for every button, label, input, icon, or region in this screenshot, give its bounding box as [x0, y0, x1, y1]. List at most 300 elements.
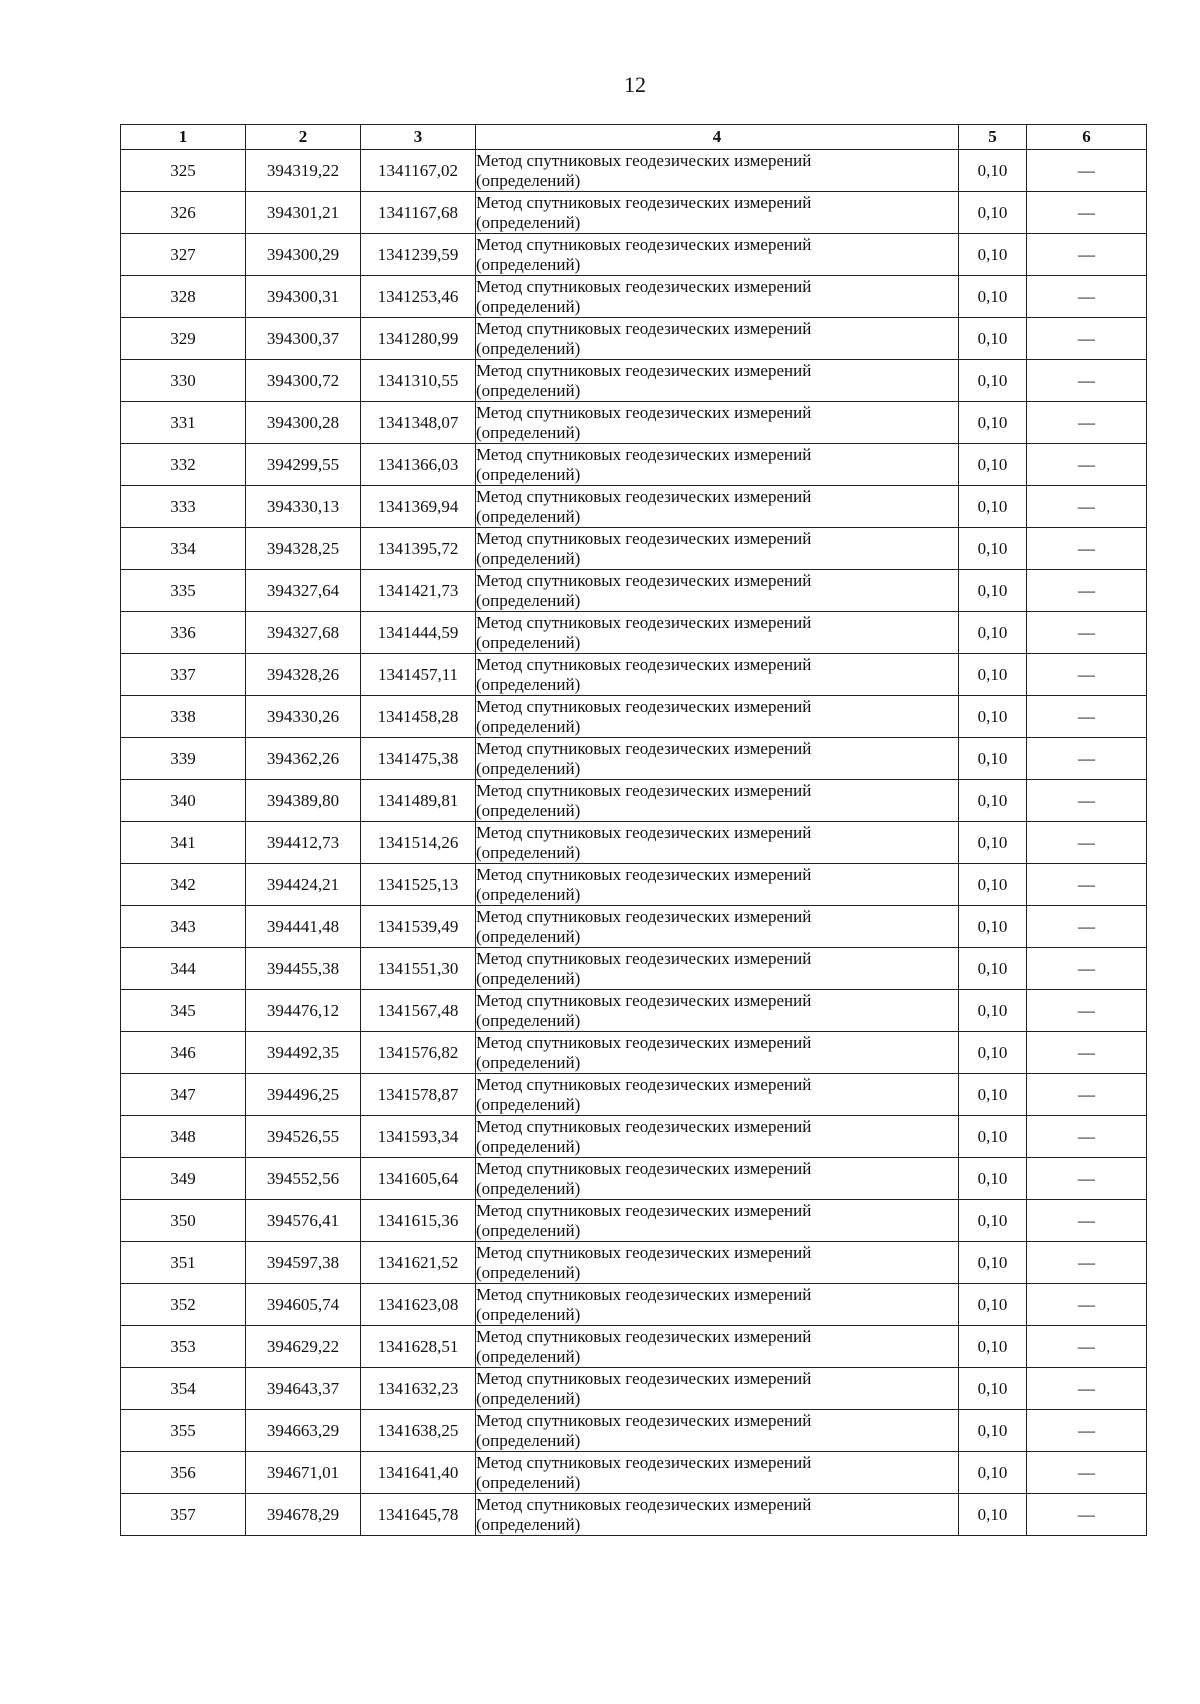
method-cell — [476, 1326, 959, 1368]
accuracy-cell: 0,10 — [959, 1284, 1027, 1326]
y-coordinate-cell: 1341239,59 — [361, 234, 476, 276]
method-line: Метод спутниковых геодезических измерений — [476, 1200, 812, 1220]
method-line: Метод спутниковых геодезических измерений — [476, 402, 812, 422]
method-line: (определений) — [476, 380, 581, 400]
accuracy-cell: 0,10 — [959, 570, 1027, 612]
method-line: Метод спутниковых геодезических измерений — [476, 570, 812, 590]
method-line: (определений) — [476, 1430, 581, 1450]
x-coordinate-cell: 394496,25 — [246, 1074, 361, 1116]
accuracy-cell: 0,10 — [959, 402, 1027, 444]
point-number-cell: 335 — [121, 570, 246, 612]
method-cell — [476, 150, 959, 192]
x-coordinate-cell: 394629,22 — [246, 1326, 361, 1368]
method-cell — [476, 780, 959, 822]
accuracy-cell: 0,10 — [959, 276, 1027, 318]
method-line: (определений) — [476, 1094, 581, 1114]
y-coordinate-cell: 1341605,64 — [361, 1158, 476, 1200]
table-row — [121, 738, 1147, 780]
point-number-cell: 334 — [121, 528, 246, 570]
table-row — [121, 1368, 1147, 1410]
y-coordinate-cell: 1341628,51 — [361, 1326, 476, 1368]
table-row — [121, 192, 1147, 234]
x-coordinate-cell: 394597,38 — [246, 1242, 361, 1284]
method-cell — [476, 1410, 959, 1452]
method-line: Метод спутниковых геодезических измерений — [476, 1452, 812, 1472]
point-number-cell: 341 — [121, 822, 246, 864]
description-cell: — — [1027, 318, 1147, 360]
x-coordinate-cell: 394300,29 — [246, 234, 361, 276]
x-coordinate-cell: 394678,29 — [246, 1494, 361, 1536]
method-line: Метод спутниковых геодезических измерений — [476, 696, 812, 716]
method-line: (определений) — [476, 758, 581, 778]
table-row — [121, 276, 1147, 318]
y-coordinate-cell: 1341395,72 — [361, 528, 476, 570]
column-header: 4 — [476, 125, 959, 150]
method-line: Метод спутниковых геодезических измерений — [476, 234, 812, 254]
point-number-cell: 332 — [121, 444, 246, 486]
table-row — [121, 402, 1147, 444]
x-coordinate-cell: 394328,26 — [246, 654, 361, 696]
accuracy-cell: 0,10 — [959, 1158, 1027, 1200]
table-row — [121, 1452, 1147, 1494]
y-coordinate-cell: 1341421,73 — [361, 570, 476, 612]
point-number-cell: 325 — [121, 150, 246, 192]
method-cell — [476, 528, 959, 570]
y-coordinate-cell: 1341623,08 — [361, 1284, 476, 1326]
accuracy-cell: 0,10 — [959, 1116, 1027, 1158]
accuracy-cell: 0,10 — [959, 864, 1027, 906]
y-coordinate-cell: 1341578,87 — [361, 1074, 476, 1116]
method-line: Метод спутниковых геодезических измерений — [476, 444, 812, 464]
accuracy-cell: 0,10 — [959, 738, 1027, 780]
point-number-cell: 337 — [121, 654, 246, 696]
method-line: (определений) — [476, 1220, 581, 1240]
point-number-cell: 348 — [121, 1116, 246, 1158]
method-line: Метод спутниковых геодезических измерений — [476, 1494, 812, 1514]
x-coordinate-cell: 394327,68 — [246, 612, 361, 654]
point-number-cell: 338 — [121, 696, 246, 738]
description-cell: — — [1027, 990, 1147, 1032]
method-cell — [476, 1074, 959, 1116]
description-cell: — — [1027, 906, 1147, 948]
accuracy-cell: 0,10 — [959, 234, 1027, 276]
method-cell — [476, 1032, 959, 1074]
method-line: (определений) — [476, 212, 581, 232]
y-coordinate-cell: 1341551,30 — [361, 948, 476, 990]
description-cell: — — [1027, 1116, 1147, 1158]
method-line: Метод спутниковых геодезических измерений — [476, 360, 812, 380]
description-cell: — — [1027, 738, 1147, 780]
method-line: Метод спутниковых геодезических измерений — [476, 906, 812, 926]
description-cell: — — [1027, 1074, 1147, 1116]
description-cell: — — [1027, 1494, 1147, 1536]
accuracy-cell: 0,10 — [959, 1410, 1027, 1452]
method-line: (определений) — [476, 632, 581, 652]
method-line: Метод спутниковых геодезических измерений — [476, 1368, 812, 1388]
method-cell — [476, 1494, 959, 1536]
table-row — [121, 360, 1147, 402]
method-line: (определений) — [476, 716, 581, 736]
point-number-cell: 345 — [121, 990, 246, 1032]
accuracy-cell: 0,10 — [959, 696, 1027, 738]
x-coordinate-cell: 394605,74 — [246, 1284, 361, 1326]
x-coordinate-cell: 394671,01 — [246, 1452, 361, 1494]
accuracy-cell: 0,10 — [959, 1242, 1027, 1284]
accuracy-cell: 0,10 — [959, 990, 1027, 1032]
y-coordinate-cell: 1341458,28 — [361, 696, 476, 738]
y-coordinate-cell: 1341280,99 — [361, 318, 476, 360]
point-number-cell: 328 — [121, 276, 246, 318]
method-line: Метод спутниковых геодезических измерений — [476, 738, 812, 758]
table-row — [121, 1032, 1147, 1074]
accuracy-cell: 0,10 — [959, 1368, 1027, 1410]
table-row — [121, 1410, 1147, 1452]
y-coordinate-cell: 1341167,68 — [361, 192, 476, 234]
description-cell: — — [1027, 822, 1147, 864]
x-coordinate-cell: 394389,80 — [246, 780, 361, 822]
point-number-cell: 339 — [121, 738, 246, 780]
description-cell: — — [1027, 1200, 1147, 1242]
method-line: (определений) — [476, 1136, 581, 1156]
accuracy-cell: 0,10 — [959, 654, 1027, 696]
y-coordinate-cell: 1341514,26 — [361, 822, 476, 864]
method-line: (определений) — [476, 968, 581, 988]
point-number-cell: 333 — [121, 486, 246, 528]
method-line: Метод спутниковых геодезических измерений — [476, 990, 812, 1010]
y-coordinate-cell: 1341253,46 — [361, 276, 476, 318]
method-line: (определений) — [476, 800, 581, 820]
y-coordinate-cell: 1341475,38 — [361, 738, 476, 780]
point-number-cell: 356 — [121, 1452, 246, 1494]
y-coordinate-cell: 1341457,11 — [361, 654, 476, 696]
table-row — [121, 1494, 1147, 1536]
method-line: Метод спутниковых геодезических измерений — [476, 486, 812, 506]
y-coordinate-cell: 1341525,13 — [361, 864, 476, 906]
table-row — [121, 486, 1147, 528]
x-coordinate-cell: 394663,29 — [246, 1410, 361, 1452]
y-coordinate-cell: 1341645,78 — [361, 1494, 476, 1536]
method-line: (определений) — [476, 884, 581, 904]
method-line: Метод спутниковых геодезических измерений — [476, 192, 812, 212]
x-coordinate-cell: 394552,56 — [246, 1158, 361, 1200]
point-number-cell: 336 — [121, 612, 246, 654]
accuracy-cell: 0,10 — [959, 318, 1027, 360]
point-number-cell: 357 — [121, 1494, 246, 1536]
y-coordinate-cell: 1341539,49 — [361, 906, 476, 948]
accuracy-cell: 0,10 — [959, 780, 1027, 822]
method-line: Метод спутниковых геодезических измерений — [476, 612, 812, 632]
method-line: Метод спутниковых геодезических измерений — [476, 150, 812, 170]
method-cell — [476, 990, 959, 1032]
accuracy-cell: 0,10 — [959, 612, 1027, 654]
method-cell — [476, 318, 959, 360]
table-row — [121, 612, 1147, 654]
x-coordinate-cell: 394576,41 — [246, 1200, 361, 1242]
accuracy-cell: 0,10 — [959, 822, 1027, 864]
table-row — [121, 1326, 1147, 1368]
x-coordinate-cell: 394455,38 — [246, 948, 361, 990]
y-coordinate-cell: 1341366,03 — [361, 444, 476, 486]
page-number: 12 — [624, 72, 646, 97]
description-cell: — — [1027, 528, 1147, 570]
method-cell — [476, 1158, 959, 1200]
method-cell — [476, 234, 959, 276]
method-cell — [476, 1368, 959, 1410]
table-row — [121, 1116, 1147, 1158]
description-cell: — — [1027, 276, 1147, 318]
method-line: Метод спутниковых геодезических измерений — [476, 1284, 812, 1304]
x-coordinate-cell: 394526,55 — [246, 1116, 361, 1158]
method-line: Метод спутниковых геодезических измерений — [476, 1326, 812, 1346]
x-coordinate-cell: 394492,35 — [246, 1032, 361, 1074]
method-line: Метод спутниковых геодезических измерений — [476, 1242, 812, 1262]
method-cell — [476, 486, 959, 528]
method-line: (определений) — [476, 338, 581, 358]
description-cell: — — [1027, 1284, 1147, 1326]
method-line: (определений) — [476, 590, 581, 610]
accuracy-cell: 0,10 — [959, 486, 1027, 528]
x-coordinate-cell: 394300,31 — [246, 276, 361, 318]
method-cell — [476, 864, 959, 906]
y-coordinate-cell: 1341638,25 — [361, 1410, 476, 1452]
method-cell — [476, 1242, 959, 1284]
column-header: 3 — [361, 125, 476, 150]
accuracy-cell: 0,10 — [959, 444, 1027, 486]
table-row — [121, 822, 1147, 864]
x-coordinate-cell: 394300,72 — [246, 360, 361, 402]
accuracy-cell: 0,10 — [959, 1074, 1027, 1116]
method-line: (определений) — [476, 842, 581, 862]
method-cell — [476, 192, 959, 234]
x-coordinate-cell: 394300,37 — [246, 318, 361, 360]
table-row — [121, 234, 1147, 276]
method-line: (определений) — [476, 674, 581, 694]
point-number-cell: 327 — [121, 234, 246, 276]
x-coordinate-cell: 394330,13 — [246, 486, 361, 528]
x-coordinate-cell: 394643,37 — [246, 1368, 361, 1410]
description-cell: — — [1027, 612, 1147, 654]
method-cell — [476, 570, 959, 612]
method-line: Метод спутниковых геодезических измерений — [476, 822, 812, 842]
y-coordinate-cell: 1341348,07 — [361, 402, 476, 444]
y-coordinate-cell: 1341641,40 — [361, 1452, 476, 1494]
column-header: 2 — [246, 125, 361, 150]
description-cell: — — [1027, 402, 1147, 444]
method-cell — [476, 738, 959, 780]
x-coordinate-cell: 394424,21 — [246, 864, 361, 906]
description-cell: — — [1027, 444, 1147, 486]
accuracy-cell: 0,10 — [959, 360, 1027, 402]
table-row — [121, 906, 1147, 948]
accuracy-cell: 0,10 — [959, 1452, 1027, 1494]
method-line: (определений) — [476, 1346, 581, 1366]
description-cell: — — [1027, 1368, 1147, 1410]
table-row — [121, 528, 1147, 570]
x-coordinate-cell: 394412,73 — [246, 822, 361, 864]
point-number-cell: 346 — [121, 1032, 246, 1074]
table-row — [121, 1158, 1147, 1200]
method-cell — [476, 906, 959, 948]
table-row — [121, 696, 1147, 738]
method-line: Метод спутниковых геодезических измерений — [476, 1116, 812, 1136]
y-coordinate-cell: 1341489,81 — [361, 780, 476, 822]
column-header: 6 — [1027, 125, 1147, 150]
column-header: 5 — [959, 125, 1027, 150]
x-coordinate-cell: 394476,12 — [246, 990, 361, 1032]
method-line: (определений) — [476, 506, 581, 526]
method-line: (определений) — [476, 926, 581, 946]
point-number-cell: 329 — [121, 318, 246, 360]
y-coordinate-cell: 1341369,94 — [361, 486, 476, 528]
x-coordinate-cell: 394319,22 — [246, 150, 361, 192]
method-cell — [476, 360, 959, 402]
method-line: (определений) — [476, 170, 581, 190]
description-cell: — — [1027, 570, 1147, 612]
y-coordinate-cell: 1341167,02 — [361, 150, 476, 192]
method-line: (определений) — [476, 1178, 581, 1198]
point-number-cell: 354 — [121, 1368, 246, 1410]
x-coordinate-cell: 394327,64 — [246, 570, 361, 612]
x-coordinate-cell: 394328,25 — [246, 528, 361, 570]
description-cell: — — [1027, 864, 1147, 906]
table-row — [121, 570, 1147, 612]
table-row — [121, 1284, 1147, 1326]
y-coordinate-cell: 1341632,23 — [361, 1368, 476, 1410]
accuracy-cell: 0,10 — [959, 528, 1027, 570]
method-line: Метод спутниковых геодезических измерений — [476, 948, 812, 968]
accuracy-cell: 0,10 — [959, 948, 1027, 990]
description-cell: — — [1027, 1452, 1147, 1494]
method-line: (определений) — [476, 464, 581, 484]
method-cell — [476, 1284, 959, 1326]
description-cell: — — [1027, 234, 1147, 276]
method-cell — [476, 654, 959, 696]
column-header: 1 — [121, 125, 246, 150]
table-row — [121, 990, 1147, 1032]
method-cell — [476, 276, 959, 318]
table-row — [121, 948, 1147, 990]
table-row — [121, 1074, 1147, 1116]
method-cell — [476, 1200, 959, 1242]
x-coordinate-cell: 394299,55 — [246, 444, 361, 486]
description-cell: — — [1027, 360, 1147, 402]
point-number-cell: 353 — [121, 1326, 246, 1368]
table-row — [121, 150, 1147, 192]
method-line: (определений) — [476, 422, 581, 442]
point-number-cell: 350 — [121, 1200, 246, 1242]
method-cell — [476, 612, 959, 654]
table-row — [121, 864, 1147, 906]
point-number-cell: 331 — [121, 402, 246, 444]
table-row — [121, 444, 1147, 486]
table-row — [121, 1242, 1147, 1284]
method-line: Метод спутниковых геодезических измерений — [476, 528, 812, 548]
method-cell — [476, 402, 959, 444]
y-coordinate-cell: 1341576,82 — [361, 1032, 476, 1074]
method-line: (определений) — [476, 1304, 581, 1324]
point-number-cell: 342 — [121, 864, 246, 906]
method-line: Метод спутниковых геодезических измерений — [476, 1410, 812, 1430]
description-cell: — — [1027, 1242, 1147, 1284]
x-coordinate-cell: 394330,26 — [246, 696, 361, 738]
method-line: (определений) — [476, 254, 581, 274]
point-number-cell: 326 — [121, 192, 246, 234]
point-number-cell: 349 — [121, 1158, 246, 1200]
description-cell: — — [1027, 150, 1147, 192]
method-line: Метод спутниковых геодезических измерений — [476, 1074, 812, 1094]
x-coordinate-cell: 394362,26 — [246, 738, 361, 780]
accuracy-cell: 0,10 — [959, 1200, 1027, 1242]
description-cell: — — [1027, 192, 1147, 234]
method-line: (определений) — [476, 1514, 581, 1534]
method-cell — [476, 1116, 959, 1158]
accuracy-cell: 0,10 — [959, 906, 1027, 948]
method-line: Метод спутниковых геодезических измерений — [476, 654, 812, 674]
method-line: Метод спутниковых геодезических измерений — [476, 780, 812, 800]
y-coordinate-cell: 1341615,36 — [361, 1200, 476, 1242]
table-row — [121, 780, 1147, 822]
point-number-cell: 355 — [121, 1410, 246, 1452]
y-coordinate-cell: 1341567,48 — [361, 990, 476, 1032]
accuracy-cell: 0,10 — [959, 1032, 1027, 1074]
method-cell — [476, 444, 959, 486]
point-number-cell: 344 — [121, 948, 246, 990]
accuracy-cell: 0,10 — [959, 1326, 1027, 1368]
y-coordinate-cell: 1341310,55 — [361, 360, 476, 402]
method-line: (определений) — [476, 1472, 581, 1492]
accuracy-cell: 0,10 — [959, 1494, 1027, 1536]
description-cell: — — [1027, 654, 1147, 696]
point-number-cell: 351 — [121, 1242, 246, 1284]
method-line: Метод спутниковых геодезических измерений — [476, 1032, 812, 1052]
point-number-cell: 343 — [121, 906, 246, 948]
description-cell: — — [1027, 948, 1147, 990]
method-cell — [476, 1452, 959, 1494]
method-cell — [476, 948, 959, 990]
y-coordinate-cell: 1341621,52 — [361, 1242, 476, 1284]
table-row — [121, 654, 1147, 696]
accuracy-cell: 0,10 — [959, 192, 1027, 234]
point-number-cell: 352 — [121, 1284, 246, 1326]
description-cell: — — [1027, 1032, 1147, 1074]
method-line: Метод спутниковых геодезических измерений — [476, 318, 812, 338]
table-row — [121, 318, 1147, 360]
method-line: (определений) — [476, 1052, 581, 1072]
accuracy-cell: 0,10 — [959, 150, 1027, 192]
x-coordinate-cell: 394300,28 — [246, 402, 361, 444]
point-number-cell: 330 — [121, 360, 246, 402]
method-line: Метод спутниковых геодезических измерений — [476, 1158, 812, 1178]
description-cell: — — [1027, 696, 1147, 738]
table-row — [121, 1200, 1147, 1242]
description-cell: — — [1027, 1158, 1147, 1200]
method-line: Метод спутниковых геодезических измерений — [476, 864, 812, 884]
method-cell — [476, 822, 959, 864]
method-line: (определений) — [476, 1010, 581, 1030]
header-row — [121, 125, 1147, 150]
y-coordinate-cell: 1341593,34 — [361, 1116, 476, 1158]
point-number-cell: 340 — [121, 780, 246, 822]
description-cell: — — [1027, 486, 1147, 528]
method-line: Метод спутниковых геодезических измерений — [476, 276, 812, 296]
method-line: (определений) — [476, 548, 581, 568]
description-cell: — — [1027, 780, 1147, 822]
method-line: (определений) — [476, 296, 581, 316]
x-coordinate-cell: 394441,48 — [246, 906, 361, 948]
point-number-cell: 347 — [121, 1074, 246, 1116]
method-line: (определений) — [476, 1388, 581, 1408]
method-cell — [476, 696, 959, 738]
